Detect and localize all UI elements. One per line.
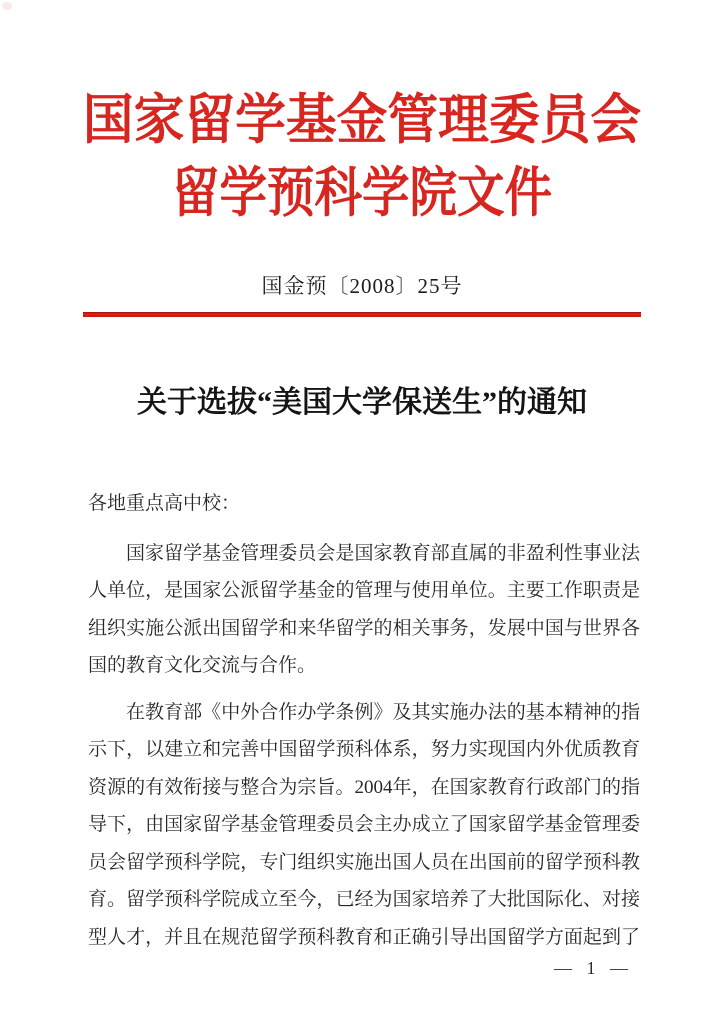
body-line: 在教育部《中外合作办学条例》及其实施办法的基本精神的指	[126, 701, 640, 723]
body-line: 国家留学基金管理委员会是国家教育部直属的非盈利性事业法	[126, 542, 640, 564]
paragraph-2	[88, 694, 640, 957]
paragraph-1	[88, 535, 640, 685]
body-line: 国的教育文化交流与合作。	[88, 655, 317, 676]
letterhead-org-name-line2: 留学预科学院文件	[171, 163, 553, 223]
letterhead-org-name-line1: 国家留学基金管理委员会	[82, 90, 642, 150]
scan-artifact-speck	[2, 2, 12, 10]
page-number: — 1 —	[554, 958, 630, 978]
document-body	[88, 485, 640, 978]
body-line: 型人才，并且在规范留学预科教育和正确引导出国留学方面起到了	[88, 926, 640, 948]
body-line: 员会留学预科学院，专门组织实施出国人员在出国前的留学预科教	[88, 851, 640, 873]
letterhead	[0, 0, 724, 226]
red-divider-rule	[83, 312, 641, 317]
body-line: 组织实施公派出国留学和来华留学的相关事务，发展中国与世界各	[88, 617, 640, 639]
body-line: 人单位，是国家公派留学基金的管理与使用单位。主要工作职责是	[88, 580, 640, 601]
body-line: 育。留学预科学院成立至今，已经为国家培养了大批国际化、对接	[88, 889, 640, 910]
document-number: 国金预〔2008〕25号	[261, 274, 463, 298]
salutation: 各地重点高中校：	[88, 493, 241, 514]
body-line: 示下，以建立和完善中国留学预科体系，努力实现国内外优质教育	[88, 739, 640, 760]
body-line: 资源的有效衔接与整合为宗旨。2004年，在国家教育行政部门的指	[88, 776, 640, 798]
body-line: 导下，由国家留学基金管理委员会主办成立了国家留学基金管理委	[88, 814, 640, 835]
document-title: 关于选拔“美国大学保送生”的通知	[137, 386, 587, 419]
